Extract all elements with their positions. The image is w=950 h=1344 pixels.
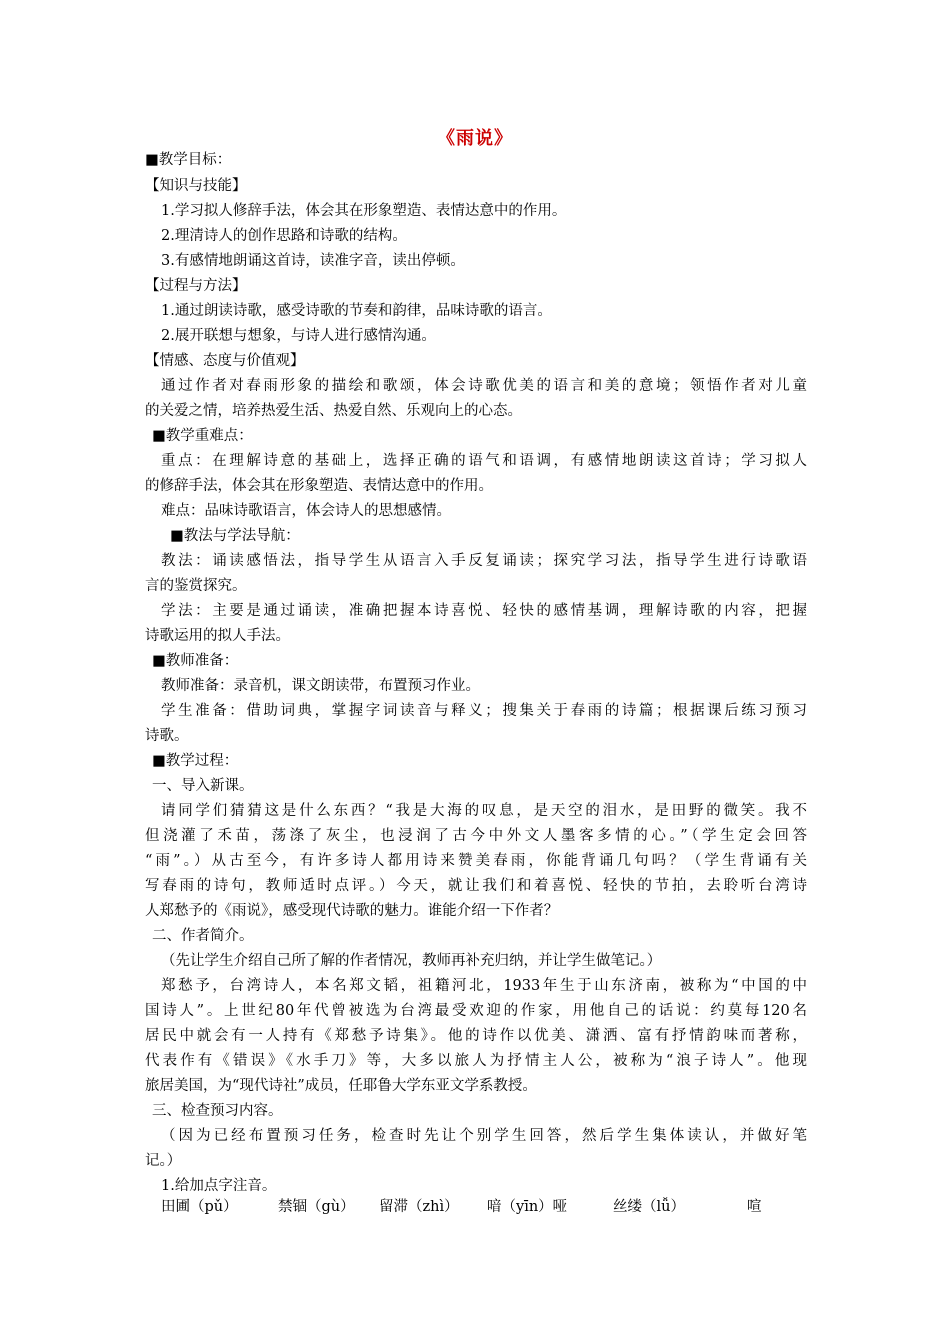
- keypoints-heading: ■教学重难点：: [152, 428, 253, 444]
- pinyin-item: 留滞（zhì）: [379, 1199, 459, 1215]
- methods-text: 学法：主要是通过诵读，准确把握本诗喜悦、轻快的感情基调，理解诗歌的内容，把握: [161, 603, 807, 619]
- knowledge-item: 1.学习拟人修辞手法，体会其在形象塑造、表情达意中的作用。: [161, 203, 567, 219]
- step3-text: 1.给加点字注音。: [161, 1178, 277, 1194]
- emotion-text: 的关爱之情，培养热爱生活、热爱自然、乐观向上的心态。: [145, 403, 522, 419]
- methods-heading: ■教法与学法导航：: [170, 528, 300, 544]
- step2-heading: 二、作者简介。: [152, 928, 254, 944]
- step2-text: 旅居美国，为“现代诗社”成员，任耶鲁大学东亚文学系教授。: [145, 1078, 537, 1094]
- objectives-heading: ■教学目标：: [145, 152, 232, 168]
- step1-text: “雨”。）从古至今，有许多诗人都用诗来赞美春雨，你能背诵几句吗？（学生背诵有关: [145, 853, 807, 869]
- prep-text: 诗歌。: [145, 728, 189, 744]
- step1-heading: 一、导入新课。: [152, 778, 254, 794]
- pinyin-item: 田圃（pǔ）: [161, 1199, 238, 1215]
- knowledge-heading: 【知识与技能】: [145, 178, 247, 194]
- step3-text: 记。）: [145, 1153, 182, 1169]
- methods-text: 教法：诵读感悟法，指导学生从语言入手反复诵读；探究学习法，指导学生进行诗歌语: [161, 553, 807, 569]
- step1-text: 但浇灌了禾苗，荡涤了灰尘，也浸润了古今中外文人墨客多情的心。”（学生定会回答: [145, 828, 807, 844]
- step2-text: 居民中就会有一人持有《郑愁予诗集》。他的诗作以优美、潇洒、富有抒情韵味而著称，: [145, 1028, 807, 1044]
- pinyin-item: 禁锢（gù）: [278, 1199, 355, 1215]
- process-item: 1.通过朗读诗歌，感受诗歌的节奏和韵律，品味诗歌的语言。: [161, 303, 552, 319]
- step2-text: 郑愁予，台湾诗人，本名郑文韬，祖籍河北，1933年生于山东济南，被称为“中国的中: [161, 978, 807, 994]
- prep-heading: ■教师准备：: [152, 653, 239, 669]
- pinyin-item: 喧: [747, 1199, 762, 1215]
- methods-text: 言的鉴赏探究。: [145, 578, 247, 594]
- step1-text: 写春雨的诗句，教师适时点评。）今天，就让我们和着喜悦、轻快的节拍，去聆听台湾诗: [145, 878, 807, 894]
- step2-text: 国诗人”。上世纪80年代曾被选为台湾最受欢迎的作家，用他自己的话说：约莫每120名: [145, 1003, 807, 1019]
- step2-text: （先让学生介绍自己所了解的作者情况，教师再补充归纳，并让学生做笔记。）: [161, 953, 662, 969]
- process-item: 2.展开联想与想象，与诗人进行感情沟通。: [161, 328, 436, 344]
- step3-text: （因为已经布置预习任务，检查时先让个别学生回答，然后学生集体读认，并做好笔: [161, 1128, 807, 1144]
- emotion-heading: 【情感、态度与价值观】: [145, 353, 305, 369]
- keypoints-text: 重点：在理解诗意的基础上，选择正确的语气和语调，有感情地朗读这首诗；学习拟人: [161, 453, 807, 469]
- step2-text: 代表作有《错误》《水手刀》等，大多以旅人为抒情主人公，被称为“浪子诗人”。他现: [145, 1053, 807, 1069]
- knowledge-item: 2.理清诗人的创作思路和诗歌的结构。: [161, 228, 407, 244]
- keypoints-text: 的修辞手法，体会其在形象塑造、表情达意中的作用。: [145, 478, 493, 494]
- pinyin-item: 喑（yīn）哑: [487, 1199, 568, 1215]
- emotion-text: 通过作者对春雨形象的描绘和歌颂，体会诗歌优美的语言和美的意境；领悟作者对儿童: [161, 378, 807, 394]
- step3-heading: 三、检查预习内容。: [152, 1103, 283, 1119]
- step1-text: 请同学们猜猜这是什么东西？“我是大海的叹息，是天空的泪水，是田野的微笑。我不: [161, 803, 807, 819]
- process-heading: 【过程与方法】: [145, 278, 247, 294]
- pinyin-item: 丝缕（lǚ）: [613, 1199, 685, 1215]
- prep-text: 学生准备：借助词典，掌握字词读音与释义；搜集关于春雨的诗篇；根据课后练习预习: [161, 703, 807, 719]
- step1-text: 人郑愁予的《雨说》，感受现代诗歌的魅力。谁能介绍一下作者？: [145, 903, 559, 919]
- knowledge-item: 3.有感情地朗诵这首诗，读准字音，读出停顿。: [161, 253, 465, 269]
- prep-text: 教师准备：录音机，课文朗读带，布置预习作业。: [161, 678, 480, 694]
- process2-heading: ■教学过程：: [152, 753, 239, 769]
- keypoints-text: 难点：品味诗歌语言，体会诗人的思想感情。: [161, 503, 451, 519]
- page-title: 《雨说》: [437, 128, 513, 149]
- methods-text: 诗歌运用的拟人手法。: [145, 628, 290, 644]
